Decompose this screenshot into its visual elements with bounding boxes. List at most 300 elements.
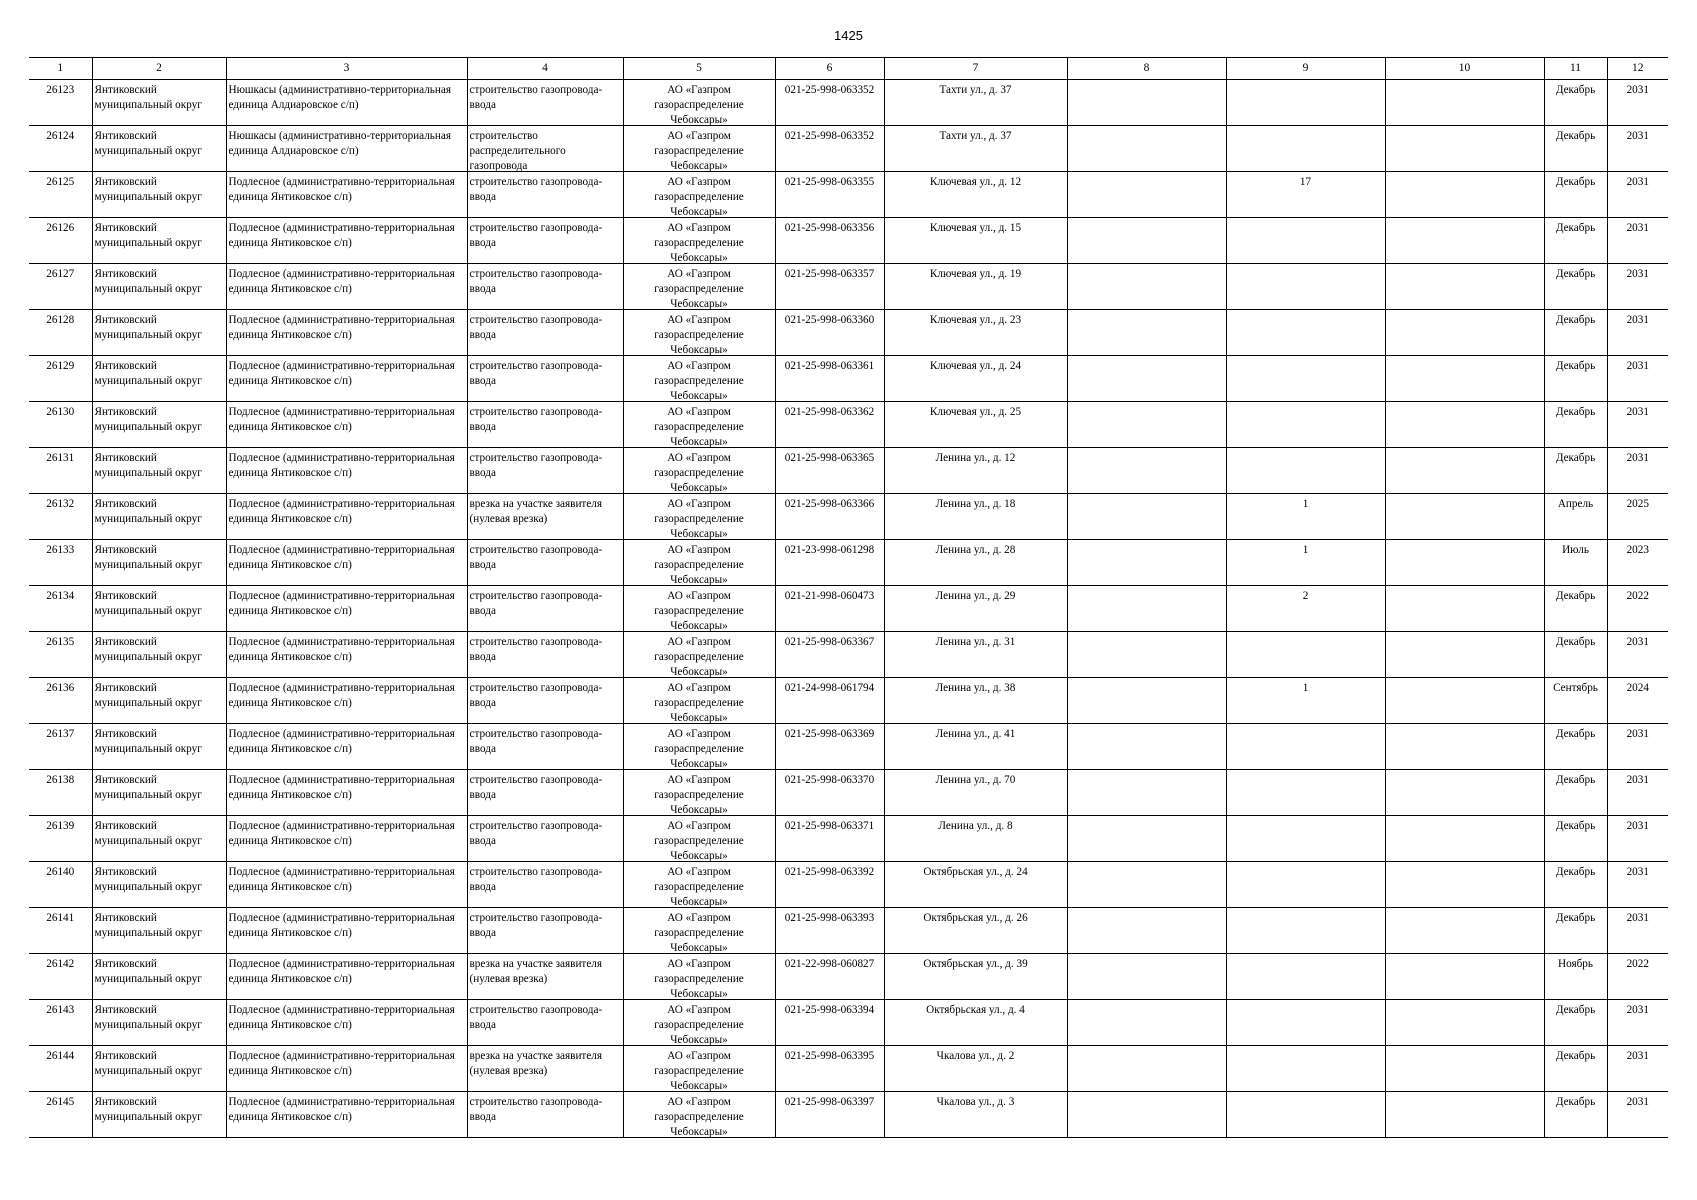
month-cell-text: Июль bbox=[1562, 544, 1589, 556]
settlement-cell-text: Подлесное (административно-территориальная единица Янтиковское с/п) bbox=[228, 1004, 455, 1031]
request-code-cell-text: 021-25-998-063365 bbox=[784, 452, 875, 464]
organization-cell bbox=[623, 908, 775, 954]
row-number-cell-text: 26128 bbox=[46, 314, 75, 326]
settlement-cell-text: Подлесное (административно-территориальная единица Янтиковское с/п) bbox=[228, 406, 455, 433]
column-9-cell-text: 1 bbox=[1302, 498, 1309, 510]
settlement-cell bbox=[226, 540, 467, 586]
column-8-cell-text bbox=[1070, 911, 1224, 953]
column-8-cell-text bbox=[1070, 727, 1224, 769]
row-number-cell-text: 26140 bbox=[46, 866, 75, 878]
request-code-cell bbox=[775, 310, 884, 356]
row-number-cell-text: 26125 bbox=[46, 176, 75, 188]
column-9-cell bbox=[1226, 1000, 1385, 1046]
district-cell bbox=[92, 1000, 226, 1046]
table-row bbox=[29, 770, 1668, 816]
organization-cell-text: АО «Газпром газораспределение Чебоксары» bbox=[654, 222, 744, 263]
column-8-cell-text bbox=[1070, 1003, 1224, 1045]
request-code-cell-text: 021-25-998-063394 bbox=[784, 1004, 875, 1016]
column-10-cell-text bbox=[1388, 773, 1542, 815]
work-type-cell-text: строительство газопровода-ввода bbox=[469, 268, 603, 295]
row-number-cell bbox=[29, 448, 92, 494]
table-row bbox=[29, 862, 1668, 908]
month-cell bbox=[1544, 724, 1607, 770]
district-cell-text: Янтиковский муниципальный округ bbox=[94, 130, 202, 157]
column-header: 9 bbox=[1226, 58, 1385, 80]
row-number-cell bbox=[29, 218, 92, 264]
district-cell-text: Янтиковский муниципальный округ bbox=[94, 636, 202, 663]
address-cell-text: Чкалова ул., д. 3 bbox=[936, 1096, 1015, 1108]
district-cell-text: Янтиковский муниципальный округ bbox=[94, 498, 202, 525]
month-cell bbox=[1544, 218, 1607, 264]
request-code-cell bbox=[775, 586, 884, 632]
settlement-cell bbox=[226, 908, 467, 954]
settlement-cell-text: Подлесное (административно-территориальная единица Янтиковское с/п) bbox=[228, 452, 455, 479]
district-cell bbox=[92, 264, 226, 310]
settlement-cell bbox=[226, 1000, 467, 1046]
settlement-cell bbox=[226, 264, 467, 310]
address-cell-text: Ключевая ул., д. 25 bbox=[929, 406, 1022, 418]
column-9-cell-text bbox=[1229, 129, 1383, 171]
table-row bbox=[29, 908, 1668, 954]
work-type-cell-text: строительство газопровода-ввода bbox=[469, 360, 603, 387]
column-8-cell bbox=[1067, 1046, 1226, 1092]
row-number-cell bbox=[29, 908, 92, 954]
month-cell-text: Декабрь bbox=[1555, 866, 1596, 878]
organization-cell-text: АО «Газпром газораспределение Чебоксары» bbox=[654, 452, 744, 493]
organization-cell bbox=[623, 310, 775, 356]
row-number-cell-text: 26123 bbox=[46, 84, 75, 96]
year-cell bbox=[1607, 678, 1668, 724]
month-cell-text: Декабрь bbox=[1555, 728, 1596, 740]
work-type-cell-text: строительство газопровода-ввода bbox=[469, 222, 603, 249]
district-cell-text: Янтиковский муниципальный округ bbox=[94, 360, 202, 387]
column-8-cell-text bbox=[1070, 359, 1224, 401]
request-code-cell-text: 021-25-998-063356 bbox=[784, 222, 875, 234]
settlement-cell bbox=[226, 310, 467, 356]
address-cell bbox=[884, 954, 1067, 1000]
column-8-cell bbox=[1067, 356, 1226, 402]
year-cell bbox=[1607, 770, 1668, 816]
request-code-cell-text: 021-25-998-063352 bbox=[784, 130, 875, 142]
year-cell-text: 2031 bbox=[1626, 1004, 1649, 1016]
organization-cell-text: АО «Газпром газораспределение Чебоксары» bbox=[654, 544, 744, 585]
column-header: 11 bbox=[1544, 58, 1607, 80]
row-number-cell bbox=[29, 356, 92, 402]
address-cell bbox=[884, 126, 1067, 172]
column-10-cell bbox=[1385, 80, 1544, 126]
organization-cell-text: АО «Газпром газораспределение Чебоксары» bbox=[654, 682, 744, 723]
district-cell-text: Янтиковский муниципальный округ bbox=[94, 222, 202, 249]
column-9-cell-text bbox=[1229, 359, 1383, 401]
column-8-cell-text bbox=[1070, 635, 1224, 677]
address-cell bbox=[884, 402, 1067, 448]
work-type-cell bbox=[467, 862, 623, 908]
settlement-cell bbox=[226, 954, 467, 1000]
request-code-cell bbox=[775, 540, 884, 586]
column-10-cell-text bbox=[1388, 957, 1542, 999]
work-type-cell-text: строительство распределительного газопровода bbox=[469, 130, 566, 171]
organization-cell-text: АО «Газпром газораспределение Чебоксары» bbox=[654, 130, 744, 171]
column-header: 6 bbox=[775, 58, 884, 80]
year-cell bbox=[1607, 632, 1668, 678]
row-number-cell bbox=[29, 540, 92, 586]
column-10-cell bbox=[1385, 632, 1544, 678]
address-cell-text: Ключевая ул., д. 12 bbox=[929, 176, 1022, 188]
column-header: 5 bbox=[623, 58, 775, 80]
table-row bbox=[29, 172, 1668, 218]
column-8-cell bbox=[1067, 586, 1226, 632]
request-code-cell-text: 021-25-998-063370 bbox=[784, 774, 875, 786]
column-8-cell bbox=[1067, 632, 1226, 678]
column-8-cell-text bbox=[1070, 865, 1224, 907]
month-cell bbox=[1544, 1092, 1607, 1138]
organization-cell bbox=[623, 724, 775, 770]
row-number-cell-text: 26145 bbox=[46, 1096, 75, 1108]
request-code-cell bbox=[775, 172, 884, 218]
column-10-cell bbox=[1385, 218, 1544, 264]
work-type-cell bbox=[467, 356, 623, 402]
year-cell-text: 2024 bbox=[1626, 682, 1649, 694]
district-cell-text: Янтиковский муниципальный округ bbox=[94, 912, 202, 939]
work-type-cell bbox=[467, 1046, 623, 1092]
organization-cell bbox=[623, 678, 775, 724]
month-cell-text: Декабрь bbox=[1555, 1004, 1596, 1016]
address-cell bbox=[884, 632, 1067, 678]
address-cell-text: Чкалова ул., д. 2 bbox=[936, 1050, 1015, 1062]
request-code-cell-text: 021-25-998-063366 bbox=[784, 498, 875, 510]
organization-cell bbox=[623, 816, 775, 862]
column-10-cell bbox=[1385, 172, 1544, 218]
settlement-cell bbox=[226, 80, 467, 126]
organization-cell-text: АО «Газпром газораспределение Чебоксары» bbox=[654, 590, 744, 631]
year-cell bbox=[1607, 402, 1668, 448]
organization-cell-text: АО «Газпром газораспределение Чебоксары» bbox=[654, 728, 744, 769]
request-code-cell bbox=[775, 816, 884, 862]
work-type-cell bbox=[467, 1000, 623, 1046]
settlement-cell-text: Подлесное (административно-территориальная единица Янтиковское с/п) bbox=[228, 268, 455, 295]
month-cell-text: Апрель bbox=[1557, 498, 1594, 510]
column-10-cell bbox=[1385, 126, 1544, 172]
year-cell bbox=[1607, 448, 1668, 494]
month-cell-text: Декабрь bbox=[1555, 360, 1596, 372]
column-8-cell bbox=[1067, 954, 1226, 1000]
column-9-cell bbox=[1226, 80, 1385, 126]
district-cell-text: Янтиковский муниципальный округ bbox=[94, 1004, 202, 1031]
settlement-cell bbox=[226, 816, 467, 862]
settlement-cell bbox=[226, 724, 467, 770]
district-cell bbox=[92, 1046, 226, 1092]
work-type-cell bbox=[467, 908, 623, 954]
column-header: 12 bbox=[1607, 58, 1668, 80]
year-cell bbox=[1607, 172, 1668, 218]
month-cell bbox=[1544, 1000, 1607, 1046]
column-8-cell bbox=[1067, 770, 1226, 816]
address-cell-text: Ключевая ул., д. 23 bbox=[929, 314, 1022, 326]
settlement-cell bbox=[226, 218, 467, 264]
column-9-cell bbox=[1226, 632, 1385, 678]
work-type-cell bbox=[467, 724, 623, 770]
work-type-cell-text: строительство газопровода-ввода bbox=[469, 314, 603, 341]
column-9-cell bbox=[1226, 954, 1385, 1000]
column-8-cell bbox=[1067, 908, 1226, 954]
column-8-cell-text bbox=[1070, 957, 1224, 999]
year-cell-text: 2022 bbox=[1626, 958, 1649, 970]
district-cell bbox=[92, 586, 226, 632]
table-row bbox=[29, 310, 1668, 356]
request-code-cell bbox=[775, 862, 884, 908]
year-cell bbox=[1607, 126, 1668, 172]
row-number-cell bbox=[29, 632, 92, 678]
request-code-cell bbox=[775, 402, 884, 448]
month-cell-text: Декабрь bbox=[1555, 590, 1596, 602]
year-cell bbox=[1607, 218, 1668, 264]
address-cell bbox=[884, 218, 1067, 264]
request-code-cell bbox=[775, 1092, 884, 1138]
work-type-cell-text: строительство газопровода-ввода bbox=[469, 682, 603, 709]
district-cell bbox=[92, 126, 226, 172]
district-cell-text: Янтиковский муниципальный округ bbox=[94, 820, 202, 847]
column-9-cell bbox=[1226, 586, 1385, 632]
district-cell bbox=[92, 770, 226, 816]
settlement-cell-text: Подлесное (административно-территориальная единица Янтиковское с/п) bbox=[228, 958, 455, 985]
organization-cell-text: АО «Газпром газораспределение Чебоксары» bbox=[654, 866, 744, 907]
column-9-cell bbox=[1226, 816, 1385, 862]
work-type-cell-text: строительство газопровода-ввода bbox=[469, 820, 603, 847]
request-code-cell-text: 021-25-998-063369 bbox=[784, 728, 875, 740]
address-cell bbox=[884, 770, 1067, 816]
settlement-cell-text: Подлесное (административно-территориальная единица Янтиковское с/п) bbox=[228, 1050, 455, 1077]
column-9-cell bbox=[1226, 540, 1385, 586]
table-row bbox=[29, 356, 1668, 402]
column-9-cell-text bbox=[1229, 773, 1383, 815]
district-cell-text: Янтиковский муниципальный округ bbox=[94, 866, 202, 893]
request-code-cell bbox=[775, 724, 884, 770]
work-type-cell bbox=[467, 1092, 623, 1138]
settlement-cell bbox=[226, 632, 467, 678]
column-header: 7 bbox=[884, 58, 1067, 80]
column-8-cell-text bbox=[1070, 313, 1224, 355]
column-8-cell bbox=[1067, 80, 1226, 126]
column-9-cell-text bbox=[1229, 83, 1383, 125]
column-10-cell-text bbox=[1388, 681, 1542, 723]
column-8-cell-text bbox=[1070, 1049, 1224, 1091]
settlement-cell-text: Нюшкасы (административно-территориальная единица Алдиаровское с/п) bbox=[228, 130, 452, 157]
column-8-cell bbox=[1067, 448, 1226, 494]
settlement-cell bbox=[226, 172, 467, 218]
address-cell bbox=[884, 264, 1067, 310]
settlement-cell-text: Подлесное (административно-территориальная единица Янтиковское с/п) bbox=[228, 682, 455, 709]
year-cell-text: 2031 bbox=[1626, 728, 1649, 740]
row-number-cell bbox=[29, 678, 92, 724]
organization-cell-text: АО «Газпром газораспределение Чебоксары» bbox=[654, 1004, 744, 1045]
column-header: 10 bbox=[1385, 58, 1544, 80]
address-cell-text: Ключевая ул., д. 15 bbox=[929, 222, 1022, 234]
request-code-cell bbox=[775, 632, 884, 678]
column-9-cell-text bbox=[1229, 1003, 1383, 1045]
month-cell bbox=[1544, 172, 1607, 218]
organization-cell bbox=[623, 1046, 775, 1092]
address-cell bbox=[884, 678, 1067, 724]
row-number-cell-text: 26131 bbox=[46, 452, 75, 464]
year-cell bbox=[1607, 954, 1668, 1000]
request-code-cell bbox=[775, 264, 884, 310]
row-number-cell-text: 26138 bbox=[46, 774, 75, 786]
column-8-cell bbox=[1067, 310, 1226, 356]
year-cell-text: 2031 bbox=[1626, 866, 1649, 878]
column-9-cell bbox=[1226, 126, 1385, 172]
column-9-cell-text bbox=[1229, 405, 1383, 447]
month-cell-text: Ноябрь bbox=[1558, 958, 1593, 970]
address-cell-text: Ключевая ул., д. 24 bbox=[929, 360, 1022, 372]
column-9-cell bbox=[1226, 402, 1385, 448]
request-code-cell-text: 021-25-998-063362 bbox=[784, 406, 875, 418]
row-number-cell-text: 26136 bbox=[46, 682, 75, 694]
address-cell bbox=[884, 448, 1067, 494]
row-number-cell bbox=[29, 80, 92, 126]
address-cell-text: Ленина ул., д. 31 bbox=[935, 636, 1016, 648]
work-type-cell-text: врезка на участке заявителя (нулевая врезка) bbox=[469, 1050, 603, 1077]
column-8-cell-text bbox=[1070, 773, 1224, 815]
work-type-cell bbox=[467, 816, 623, 862]
year-cell-text: 2031 bbox=[1626, 774, 1649, 786]
table-row bbox=[29, 126, 1668, 172]
settlement-cell-text: Подлесное (административно-территориальная единица Янтиковское с/п) bbox=[228, 728, 455, 755]
row-number-cell-text: 26142 bbox=[46, 958, 75, 970]
column-10-cell bbox=[1385, 586, 1544, 632]
address-cell-text: Ленина ул., д. 8 bbox=[938, 820, 1013, 832]
organization-cell-text: АО «Газпром газораспределение Чебоксары» bbox=[654, 360, 744, 401]
address-cell-text: Октябрьская ул., д. 4 bbox=[926, 1004, 1025, 1016]
column-8-cell-text bbox=[1070, 589, 1224, 631]
request-code-cell-text: 021-25-998-063367 bbox=[784, 636, 875, 648]
column-9-cell-text bbox=[1229, 451, 1383, 493]
year-cell-text: 2023 bbox=[1626, 544, 1649, 556]
organization-cell bbox=[623, 80, 775, 126]
column-header: 4 bbox=[467, 58, 623, 80]
organization-cell bbox=[623, 172, 775, 218]
month-cell-text: Декабрь bbox=[1555, 84, 1596, 96]
row-number-cell-text: 26129 bbox=[46, 360, 75, 372]
address-cell bbox=[884, 1046, 1067, 1092]
district-cell bbox=[92, 448, 226, 494]
row-number-cell-text: 26144 bbox=[46, 1050, 75, 1062]
year-cell-text: 2031 bbox=[1626, 1050, 1649, 1062]
table-row bbox=[29, 724, 1668, 770]
month-cell bbox=[1544, 264, 1607, 310]
month-cell bbox=[1544, 80, 1607, 126]
month-cell bbox=[1544, 310, 1607, 356]
column-10-cell-text bbox=[1388, 635, 1542, 677]
table-row bbox=[29, 494, 1668, 540]
request-code-cell-text: 021-25-998-063371 bbox=[784, 820, 875, 832]
row-number-cell bbox=[29, 126, 92, 172]
year-cell-text: 2031 bbox=[1626, 84, 1649, 96]
column-8-cell bbox=[1067, 218, 1226, 264]
settlement-cell bbox=[226, 402, 467, 448]
column-9-cell bbox=[1226, 1092, 1385, 1138]
district-cell-text: Янтиковский муниципальный округ bbox=[94, 728, 202, 755]
table-row bbox=[29, 80, 1668, 126]
month-cell bbox=[1544, 954, 1607, 1000]
column-9-cell bbox=[1226, 1046, 1385, 1092]
settlement-cell-text: Подлесное (административно-территориальная единица Янтиковское с/п) bbox=[228, 820, 455, 847]
organization-cell bbox=[623, 264, 775, 310]
district-cell bbox=[92, 540, 226, 586]
organization-cell bbox=[623, 356, 775, 402]
address-cell-text: Октябрьская ул., д. 26 bbox=[923, 912, 1028, 924]
month-cell-text: Декабрь bbox=[1555, 176, 1596, 188]
work-type-cell bbox=[467, 218, 623, 264]
year-cell-text: 2031 bbox=[1626, 314, 1649, 326]
month-cell-text: Декабрь bbox=[1555, 452, 1596, 464]
column-10-cell-text bbox=[1388, 911, 1542, 953]
month-cell-text: Декабрь bbox=[1555, 912, 1596, 924]
month-cell bbox=[1544, 678, 1607, 724]
column-8-cell-text bbox=[1070, 267, 1224, 309]
district-cell-text: Янтиковский муниципальный округ bbox=[94, 314, 202, 341]
column-10-cell-text bbox=[1388, 1095, 1542, 1137]
column-8-cell-text bbox=[1070, 451, 1224, 493]
work-type-cell bbox=[467, 448, 623, 494]
organization-cell-text: АО «Газпром газораспределение Чебоксары» bbox=[654, 406, 744, 447]
organization-cell bbox=[623, 862, 775, 908]
column-10-cell bbox=[1385, 356, 1544, 402]
table-row bbox=[29, 1046, 1668, 1092]
district-cell bbox=[92, 80, 226, 126]
district-cell bbox=[92, 678, 226, 724]
month-cell bbox=[1544, 494, 1607, 540]
work-type-cell-text: строительство газопровода-ввода bbox=[469, 84, 603, 111]
month-cell-text: Сентябрь bbox=[1553, 682, 1598, 694]
organization-cell-text: АО «Газпром газораспределение Чебоксары» bbox=[654, 1050, 744, 1091]
year-cell bbox=[1607, 494, 1668, 540]
column-9-cell bbox=[1226, 770, 1385, 816]
column-9-cell bbox=[1226, 310, 1385, 356]
table-row bbox=[29, 678, 1668, 724]
district-cell bbox=[92, 632, 226, 678]
month-cell bbox=[1544, 816, 1607, 862]
work-type-cell bbox=[467, 80, 623, 126]
district-cell-text: Янтиковский муниципальный округ bbox=[94, 84, 202, 111]
settlement-cell-text: Подлесное (административно-территориальная единица Янтиковское с/п) bbox=[228, 590, 455, 617]
district-cell-text: Янтиковский муниципальный округ bbox=[94, 1050, 202, 1077]
request-code-cell bbox=[775, 954, 884, 1000]
request-code-cell bbox=[775, 218, 884, 264]
column-9-cell-text: 1 bbox=[1302, 544, 1309, 556]
address-cell bbox=[884, 172, 1067, 218]
column-9-cell-text bbox=[1229, 727, 1383, 769]
work-type-cell bbox=[467, 954, 623, 1000]
column-10-cell-text bbox=[1388, 819, 1542, 861]
year-cell-text: 2031 bbox=[1626, 636, 1649, 648]
organization-cell-text: АО «Газпром газораспределение Чебоксары» bbox=[654, 1096, 744, 1137]
column-8-cell bbox=[1067, 816, 1226, 862]
column-header: 3 bbox=[226, 58, 467, 80]
row-number-cell-text: 26141 bbox=[46, 912, 75, 924]
column-8-cell bbox=[1067, 678, 1226, 724]
organization-cell-text: АО «Газпром газораспределение Чебоксары» bbox=[654, 636, 744, 677]
district-cell-text: Янтиковский муниципальный округ bbox=[94, 1096, 202, 1123]
request-code-cell-text: 021-25-998-063395 bbox=[784, 1050, 875, 1062]
data-table bbox=[29, 57, 1668, 1138]
year-cell bbox=[1607, 356, 1668, 402]
column-9-cell-text bbox=[1229, 957, 1383, 999]
year-cell bbox=[1607, 1092, 1668, 1138]
column-10-cell bbox=[1385, 264, 1544, 310]
table-row bbox=[29, 954, 1668, 1000]
district-cell bbox=[92, 816, 226, 862]
organization-cell-text: АО «Газпром газораспределение Чебоксары» bbox=[654, 912, 744, 953]
